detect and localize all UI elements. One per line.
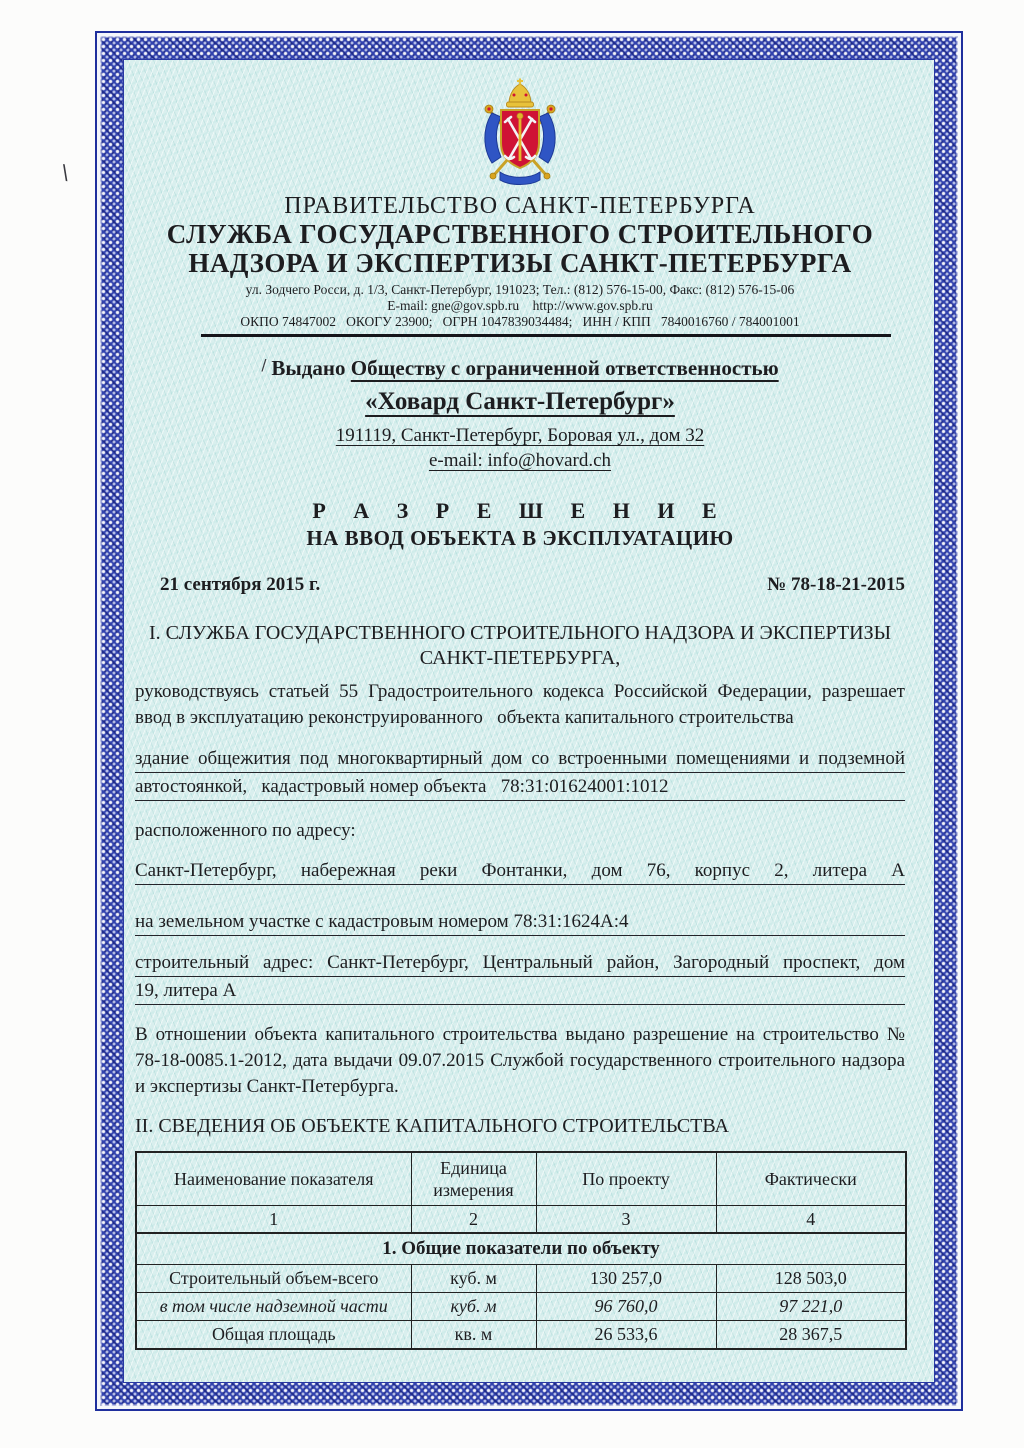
issued-label: Выдано	[271, 356, 346, 380]
section2-heading: II. СВЕДЕНИЯ ОБ ОБЪЕКТЕ КАПИТАЛЬНОГО СТРОИТЕЛЬСТВА	[135, 1115, 729, 1137]
document-title-line2: НА ВВОД ОБЪЕКТА В ЭКСПЛУАТАЦИЮ	[306, 526, 734, 550]
indicator-project-value: 26 533,6	[536, 1321, 716, 1350]
column-number: 2	[411, 1206, 536, 1234]
pen-tick-mark: /	[261, 356, 267, 374]
section1-heading-line2: САНКТ-ПЕТЕРБУРГА,	[419, 647, 621, 669]
indicator-project-value: 96 760,0	[536, 1293, 716, 1321]
land-plot-line: на земельном участке с кадастровым номером 78:31:1624А:4	[135, 908, 905, 936]
indicator-name: Общая площадь	[136, 1321, 411, 1350]
issue-date: 21 сентября 2015 г.	[160, 574, 321, 595]
indicator-name: Строительный объем-всего	[136, 1265, 411, 1293]
indicator-name: в том числе надземной части	[136, 1293, 411, 1321]
issued-to-line	[135, 356, 905, 381]
recipient-email: e-mail: info@hovard.ch	[428, 450, 612, 471]
meta-row	[135, 574, 905, 596]
located-label: расположенного по адресу:	[135, 820, 356, 841]
certificate-page	[95, 31, 963, 1411]
col-header-project: По проекту	[536, 1152, 716, 1206]
construction-permit-paragraph: В отношении объекта капитального строительства выдано разрешение на строительство № 78-18-0085.1-2012, дата выдачи 09.07.2015 Службой государственного строительного надзора и экспертизы Санкт-Петербурга.	[135, 1024, 905, 1097]
service-title-line2: НАДЗОРА И ЭКСПЕРТИЗЫ САНКТ-ПЕТЕРБУРГА	[188, 248, 852, 278]
org-codes-line: ОКПО 74847002 ОКОГУ 23900; ОГРН 1047839034484; ИНН / КПП 7840016760 / 784001001	[240, 314, 800, 329]
recipient-address: 191119, Санкт-Петербург, Боровая ул., дом 32	[335, 425, 705, 446]
indicator-unit: куб. м	[411, 1265, 536, 1293]
table-header-row	[136, 1152, 906, 1206]
org-address-line: ул. Зодчего Росси, д. 1/3, Санкт-Петербург, 191023; Тел.: (812) 576-15-00, Факс: (812) 576-15-06	[245, 282, 795, 297]
guilloche-border	[100, 36, 958, 1406]
header-separator-rule	[201, 334, 891, 337]
service-title-line1: СЛУЖБА ГОСУДАРСТВЕННОГО СТРОИТЕЛЬНОГО	[166, 219, 874, 249]
section1-paragraph: руководствуясь статьей 55 Градостроительного кодекса Российской Федерации, разрешает ввод в эксплуатацию реконструированного объекта капитального строительства	[135, 681, 905, 728]
object-address-line: Санкт-Петербург, набережная реки Фонтанки, дом 76, корпус 2, литера А	[135, 857, 905, 885]
construction-address-line2: 19, литера А	[135, 977, 905, 1005]
col-header-unit: Единица измерения	[411, 1152, 536, 1206]
col-header-indicator: Наименование показателя	[136, 1152, 411, 1206]
column-number: 3	[536, 1206, 716, 1234]
table-row	[136, 1265, 906, 1293]
col-header-actual: Фактически	[716, 1152, 906, 1206]
org-email-line: E-mail: gne@gov.spb.ru http://www.gov.spb.ru	[387, 298, 653, 313]
indicator-unit: куб. м	[411, 1293, 536, 1321]
stray-pen-mark: \	[60, 159, 71, 185]
indicator-actual-value: 97 221,0	[716, 1293, 906, 1321]
indicator-project-value: 130 257,0	[536, 1265, 716, 1293]
section1-heading-line1: I. СЛУЖБА ГОСУДАРСТВЕННОГО СТРОИТЕЛЬНОГО НАДЗОРА И ЭКСПЕРТИЗЫ	[148, 622, 892, 644]
column-number: 1	[136, 1206, 411, 1234]
object-indicators-table	[135, 1151, 907, 1350]
certificate-content	[123, 59, 935, 1383]
indicator-unit: кв. м	[411, 1321, 536, 1350]
coat-of-arms-icon	[470, 77, 570, 187]
group-row-label: 1. Общие показатели по объекту	[136, 1233, 906, 1265]
document-title-line1: Р А З Р Е Ш Е Н И Е	[312, 498, 728, 523]
construction-address-line1: строительный адрес: Санкт-Петербург, Центральный район, Загородный проспект, дом	[135, 949, 905, 977]
indicator-actual-value: 28 367,5	[716, 1321, 906, 1350]
object-description-line2: автостоянкой, кадастровый номер объекта 78:31:01624001:1012	[135, 773, 905, 801]
object-description-line1: здание общежития под многоквартирный дом со встроенными помещениями и подземной	[135, 745, 905, 773]
recipient-name: «Ховард Санкт-Петербург»	[365, 388, 675, 415]
recipient-type: Обществу с ограниченной ответственностью	[350, 356, 779, 380]
column-number: 4	[716, 1206, 906, 1234]
indicator-actual-value: 128 503,0	[716, 1265, 906, 1293]
document-number: № 78-18-21-2015	[767, 574, 905, 595]
table-row	[136, 1321, 906, 1350]
table-row	[136, 1293, 906, 1321]
government-title: ПРАВИТЕЛЬСТВО САНКТ-ПЕТЕРБУРГА	[284, 193, 756, 219]
column-number-row	[136, 1206, 906, 1234]
table-group-row	[136, 1233, 906, 1265]
